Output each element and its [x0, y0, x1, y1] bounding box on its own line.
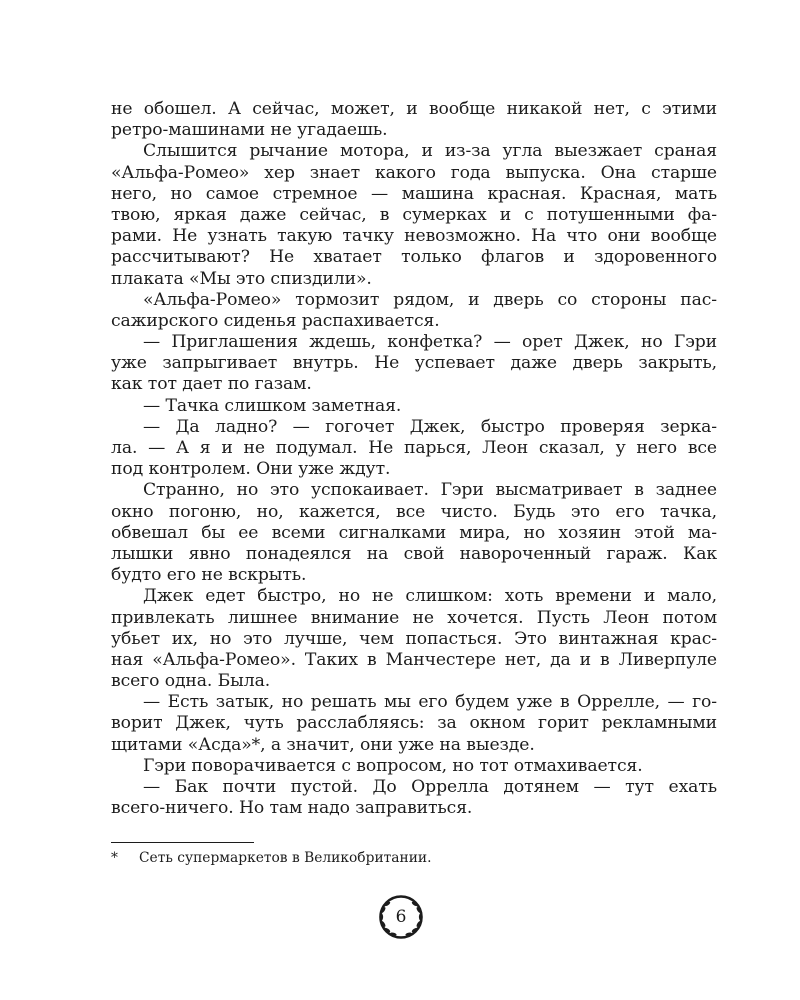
text-line: ная «Альфа-Ромео». Таких в Манчестере нет, да и в Ливерпуле	[111, 649, 717, 670]
footnote	[111, 849, 431, 867]
text-line: обвешал бы ее всеми сигналками мира, но хозяин этой ма-	[111, 522, 717, 543]
text-line: как тот дает по газам.	[111, 374, 312, 395]
body-text	[111, 99, 717, 819]
text-line: окно погоню, но, кажется, все чисто. Будь это его тачка,	[111, 501, 717, 522]
text-line: «Альфа-Ромео» хер знает какого года выпуска. Она старше	[111, 162, 717, 183]
page-number-ornament	[376, 892, 426, 942]
text-line: него, но самое стремное — машина красная. Красная, мать	[111, 183, 717, 204]
text-line: — Бак почти пустой. До Оррелла дотянем — тут ехать	[143, 777, 717, 797]
text-line: — Тачка слишком заметная.	[143, 395, 402, 416]
page-number: 6	[395, 907, 407, 927]
text-line: лышки явно понадеялся на свой навороченный гараж. Как	[111, 543, 717, 564]
text-line: плаката «Мы это спиздили».	[111, 268, 372, 289]
text-line: Странно, но это успокаивает. Гэри высматривает в заднее	[143, 480, 717, 501]
text-line: твою, яркая даже сейчас, в сумерках и с потушенными фа-	[111, 204, 717, 225]
text-line: привлекать лишнее внимание не хочется. Пусть Леон потом	[111, 607, 717, 628]
text-line: всего-ничего. Но там надо заправиться.	[111, 798, 473, 819]
text-line: ворит Джек, чуть расслабляясь: за окном горит рекламными	[111, 713, 717, 734]
text-line: «Альфа-Ромео» тормозит рядом, и дверь со стороны пас-	[143, 289, 717, 310]
text-line: рами. Не узнать такую тачку невозможно. На что они вообще	[111, 226, 717, 247]
text-line: убьет их, но это лучше, чем попасться. Это винтажная крас-	[111, 628, 717, 649]
footnote-marker: *	[111, 850, 118, 866]
text-line: — Есть затык, но решать мы его будем уже в Оррелле, — го-	[143, 692, 717, 713]
text-line: щитами «Асда»*, а значит, они уже на выезде.	[111, 734, 535, 755]
footnote-divider	[111, 842, 254, 843]
text-line: сажирского сиденья распахивается.	[111, 310, 440, 331]
text-line: Гэри поворачивается с вопросом, но тот отмахивается.	[143, 755, 643, 776]
text-line: уже запрыгивает внутрь. Не успевает даже дверь закрыть,	[111, 353, 717, 374]
text-line: под контролем. Они уже ждут.	[111, 459, 391, 480]
text-line: будто его не вскрыть.	[111, 565, 307, 586]
text-line: Джек едет быстро, но не слишком: хоть времени и мало,	[143, 586, 717, 607]
text-line: — Приглашения ждешь, конфетка? — орет Джек, но Гэри	[143, 332, 717, 353]
text-line: всего одна. Была.	[111, 671, 271, 692]
footnote-text: Сеть супермаркетов в Великобритании.	[139, 850, 432, 866]
text-line: рассчитывают? Не хватает только флагов и здоровенного	[111, 247, 717, 268]
text-line: ла. — А я и не подумал. Не парься, Леон сказал, у него все	[111, 438, 717, 458]
text-line: Слышится рычание мотора, и из-за угла выезжает сраная	[143, 141, 717, 162]
text-line: ретро-машинами не угадаешь.	[111, 120, 388, 141]
text-line: — Да ладно? — гогочет Джек, быстро проверяя зеркa-	[143, 416, 717, 437]
text-line: не обошел. А сейчас, может, и вообще никакой нет, с этими	[111, 99, 717, 119]
